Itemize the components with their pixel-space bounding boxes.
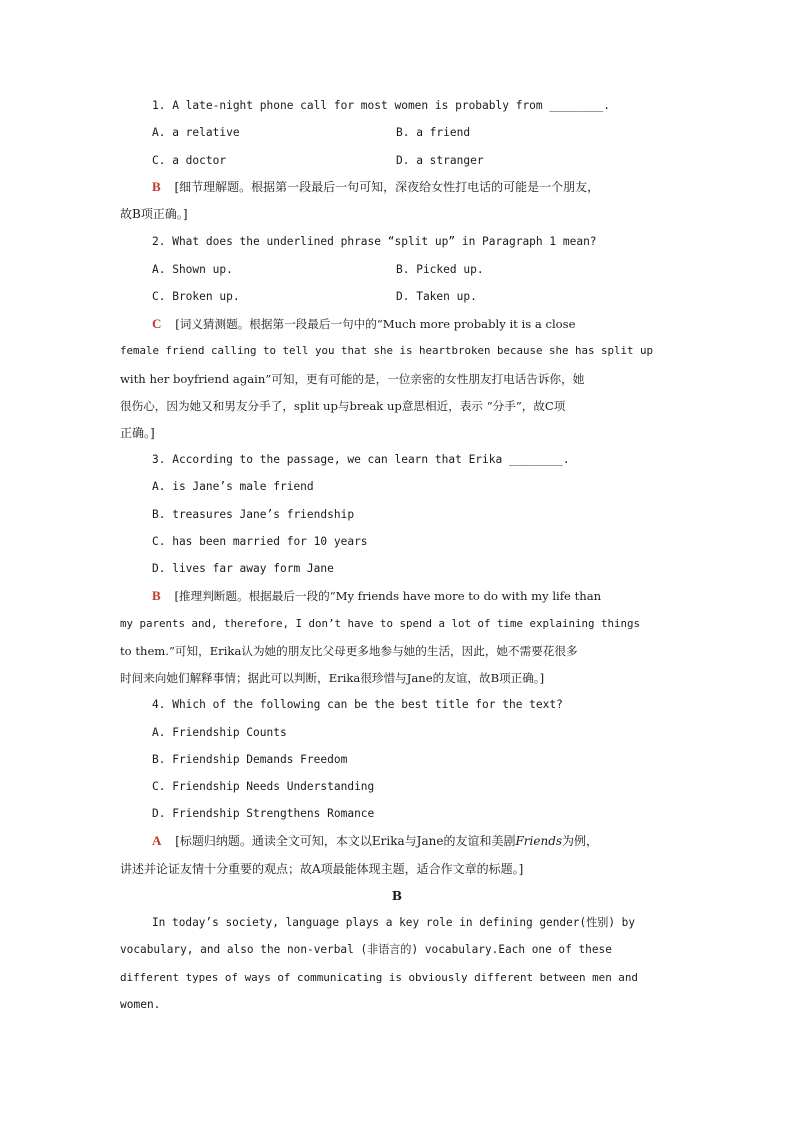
q3-option-c: C. has been married for 10 years xyxy=(152,535,368,548)
q2-explanation-line-5: 正确。] xyxy=(120,426,155,440)
q4-option-c: C. Friendship Needs Understanding xyxy=(152,780,375,793)
q3-explanation-line-4: 时间来向她们解释事情；据此可以判断，Erika很珍惜与Jane的友谊，故B项正确。] xyxy=(120,671,545,685)
q4-answer: A xyxy=(152,833,162,848)
q4-explanation-line-1 xyxy=(152,833,598,849)
section-b-line-2: vocabulary, and also the non-verbal (非语言的) vocabulary.Each one of these xyxy=(120,943,612,956)
q3-option-d: D. lives far away form Jane xyxy=(152,562,334,575)
q4-explanation-italic-title: Friends xyxy=(515,834,563,848)
q1-option-d: D. a stranger xyxy=(396,154,484,167)
q3-option-b: B. treasures Jane’s friendship xyxy=(152,508,355,521)
q1-option-a: A. a relative xyxy=(152,126,240,139)
q2-option-d: D. Taken up. xyxy=(396,290,477,303)
q4-explanation-text: [标题归纳题。通读全文可知，本文以Erika与Jane的友谊和美剧 xyxy=(175,834,516,848)
q2-option-a: A. Shown up. xyxy=(152,263,233,276)
q3-explanation-line-2: my parents and, therefore, I don’t have to spend a lot of time explaining things xyxy=(120,617,641,630)
q3-answer: B xyxy=(152,588,161,603)
section-b-line-4: women. xyxy=(120,998,161,1011)
section-b-heading: B xyxy=(391,889,403,903)
q2-explanation-line-2: female friend calling to tell you that she is heartbroken because she has split up xyxy=(120,344,654,357)
q4-stem: 4. Which of the following can be the best title for the text? xyxy=(152,698,563,711)
q4-option-d: D. Friendship Strengthens Romance xyxy=(152,807,375,820)
q2-option-b: B. Picked up. xyxy=(396,263,484,276)
q2-explanation-text: [词义猜测题。根据第一段最后一句中的“Much more probably it is a close xyxy=(175,317,576,331)
section-b-line-3: different types of ways of communicating is obviously different between men and xyxy=(120,971,638,984)
q2-stem: 2. What does the underlined phrase “split up” in Paragraph 1 mean? xyxy=(152,235,597,248)
q2-option-c: C. Broken up. xyxy=(152,290,240,303)
q1-stem: 1. A late-night phone call for most women is probably from ________. xyxy=(152,99,611,112)
q1-answer: B xyxy=(152,179,161,194)
q2-answer: C xyxy=(152,316,162,331)
q3-explanation-text: [推理判断题。根据最后一段的“My friends have more to do with my life than xyxy=(174,589,602,603)
q4-explanation-line-2: 讲述并论证友情十分重要的观点；故A项最能体现主题，适合作文章的标题。] xyxy=(120,862,524,876)
q1-option-c: C. a doctor xyxy=(152,154,227,167)
q2-explanation-line-3: with her boyfriend again”可知，更有可能的是，一位亲密的女性朋友打电话告诉你，她 xyxy=(120,372,585,386)
q4-option-b: B. Friendship Demands Freedom xyxy=(152,753,348,766)
q1-explanation-line-1 xyxy=(152,179,599,195)
q1-explanation-text: [细节理解题。根据第一段最后一句可知，深夜给女性打电话的可能是一个朋友， xyxy=(174,180,600,194)
q3-stem: 3. According to the passage, we can learn that Erika ________. xyxy=(152,453,570,466)
q3-explanation-line-1 xyxy=(152,588,601,604)
q3-option-a: A. is Jane’s male friend xyxy=(152,480,314,493)
q4-explanation-text-end: 为例， xyxy=(562,834,599,848)
section-b-line-1: In today’s society, language plays a key role in defining gender(性别) by xyxy=(152,916,636,929)
q2-explanation-line-1 xyxy=(152,316,575,332)
q2-explanation-line-4: 很伤心，因为她又和男友分手了，split up与break up意思相近，表示 “分手”，故C项 xyxy=(120,399,566,413)
q1-explanation-line-2: 故B项正确。] xyxy=(120,207,188,221)
q3-explanation-line-3: to them.”可知，Erika认为她的朋友比父母更多地参与她的生活，因此，她不需要花很多 xyxy=(120,644,578,658)
q4-option-a: A. Friendship Counts xyxy=(152,726,287,739)
q1-option-b: B. a friend xyxy=(396,126,471,139)
